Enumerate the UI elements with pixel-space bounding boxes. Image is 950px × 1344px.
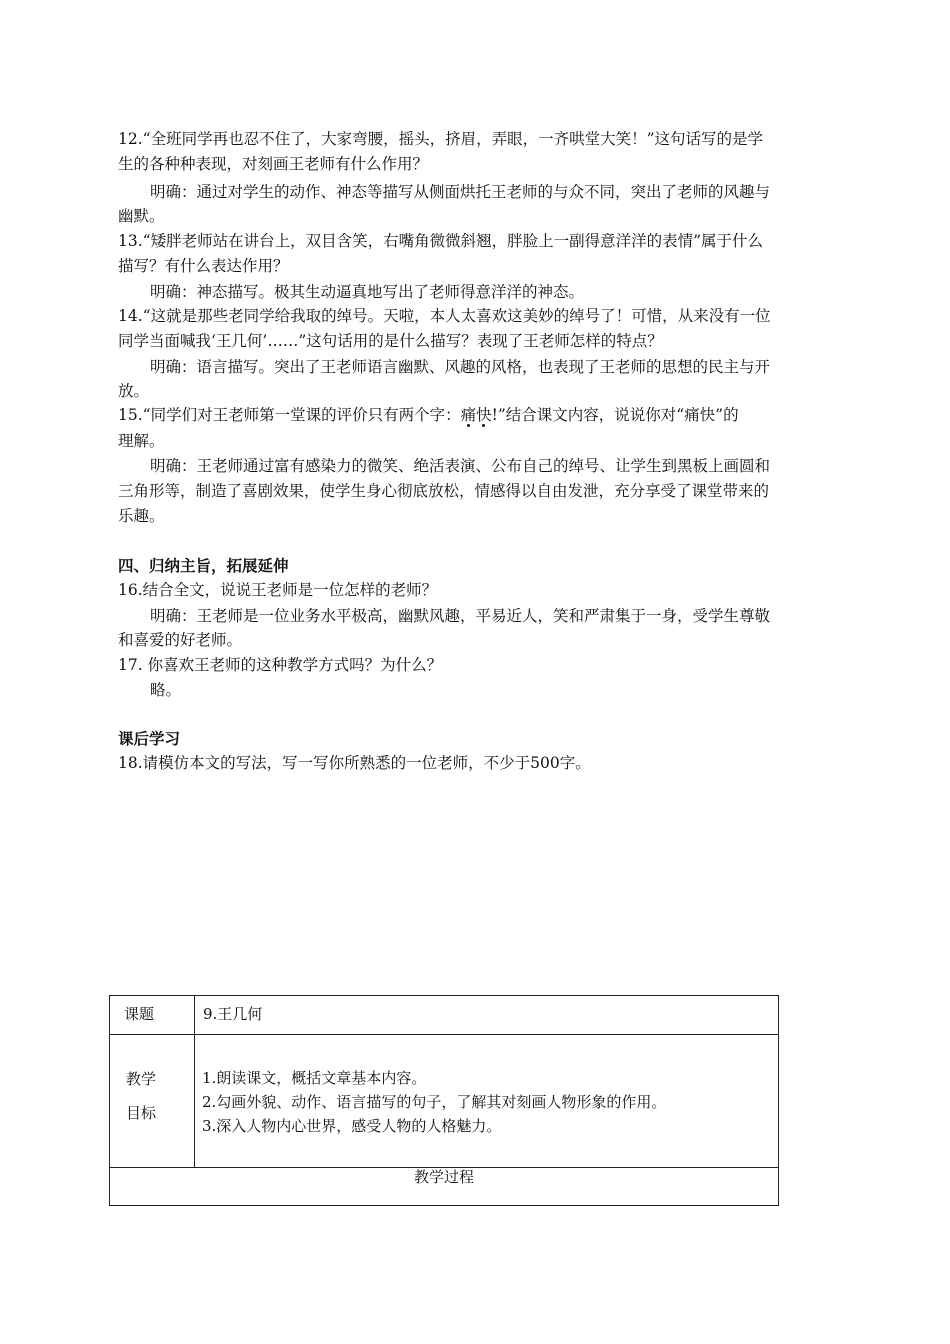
answer-15-cont: 三角形等，制造了喜剧效果，使学生身心彻底放松，情感得以自由发泄，充分享受了课堂带来的 [118, 482, 770, 500]
answer-16-cont: 和喜爱的好老师。 [118, 631, 243, 649]
goal-item: 1.朗读课文，概括文章基本内容。 [202, 1069, 427, 1087]
goal-item: 3.深入人物内心世界，感受人物的人格魅力。 [202, 1117, 502, 1135]
answer-12: 明确：通过对学生的动作、神态等描写从侧面烘托王老师的与众不同，突出了老师的风趣与 [150, 183, 771, 201]
emphasis-char-1: 痛 [460, 406, 477, 424]
question-15-suffix: !”结合课文内容，说说你对“痛快”的 [491, 406, 739, 424]
after-class-heading: 课后学习 [118, 729, 181, 748]
question-16: 16.结合全文，说说王老师是一位怎样的老师？ [118, 581, 438, 599]
process-row [110, 1168, 778, 1205]
answer-16: 明确：王老师是一位业务水平极高，幽默风趣，平易近人，笑和严肃集于一身，受学生尊敬 [150, 607, 771, 625]
lesson-plan-table [109, 995, 779, 1206]
question-14-cont: 同学当面喊我‘王几何’……”这句话用的是什么描写？表现了王老师怎样的特点？ [118, 332, 663, 350]
goals-label-line-1: 教学 [126, 1070, 157, 1088]
answer-12-cont: 幽默。 [118, 207, 165, 225]
question-13-cont: 描写？有什么表达作用？ [118, 257, 289, 275]
goals-row [110, 1035, 778, 1168]
question-12-cont: 生的各种种表现，对刻画王老师有什么作用？ [118, 155, 429, 173]
section-4-heading: 四、归纳主旨，拓展延伸 [118, 556, 289, 575]
question-12: 12.“全班同学再也忍不住了，大家弯腰，摇头，挤眉，弄眼，一齐哄堂大笑！”这句话写的是学 [118, 130, 764, 148]
answer-15-cont2: 乐趣。 [118, 507, 165, 525]
question-14: 14.“这就是那些老同学给我取的绰号。天啦，本人太喜欢这美妙的绰号了！可惜，从来没有一位 [118, 307, 771, 325]
question-15 [118, 402, 838, 428]
answer-13: 明确：神态描写。极其生动逼真地写出了老师得意洋洋的神态。 [150, 283, 585, 301]
topic-label: 课题 [124, 1005, 155, 1023]
topic-row [110, 996, 778, 1035]
question-13: 13.“矮胖老师站在讲台上，双目含笑，右嘴角微微斜翘，胖脸上一副得意洋洋的表情”属于什么 [118, 232, 764, 250]
table-column-divider [194, 996, 195, 1168]
question-15-cont: 理解。 [118, 432, 165, 450]
topic-value: 9.王几何 [203, 1005, 263, 1023]
emphasis-char-2: 快 [476, 406, 492, 424]
answer-17: 略。 [150, 681, 182, 699]
goal-item: 2.勾画外貌、动作、语言描写的句子，了解其对刻画人物形象的作用。 [202, 1093, 667, 1111]
goals-label-line-2: 目标 [126, 1104, 157, 1122]
process-label: 教学过程 [413, 1168, 474, 1186]
question-17: 17. 你喜欢王老师的这种教学方式吗？为什么？ [118, 656, 443, 674]
answer-14: 明确：语言描写。突出了王老师语言幽默、风趣的风格，也表现了王老师的思想的民主与开 [150, 358, 771, 376]
question-18: 18.请模仿本文的写法，写一写你所熟悉的一位老师，不少于500字。 [118, 754, 591, 772]
answer-14-cont: 放。 [118, 382, 150, 400]
question-15-prefix: 15.“同学们对王老师第一堂课的评价只有两个字： [118, 406, 461, 424]
answer-15: 明确：王老师通过富有感染力的微笑、绝活表演、公布自己的绰号、让学生到黑板上画圆和 [150, 457, 771, 475]
